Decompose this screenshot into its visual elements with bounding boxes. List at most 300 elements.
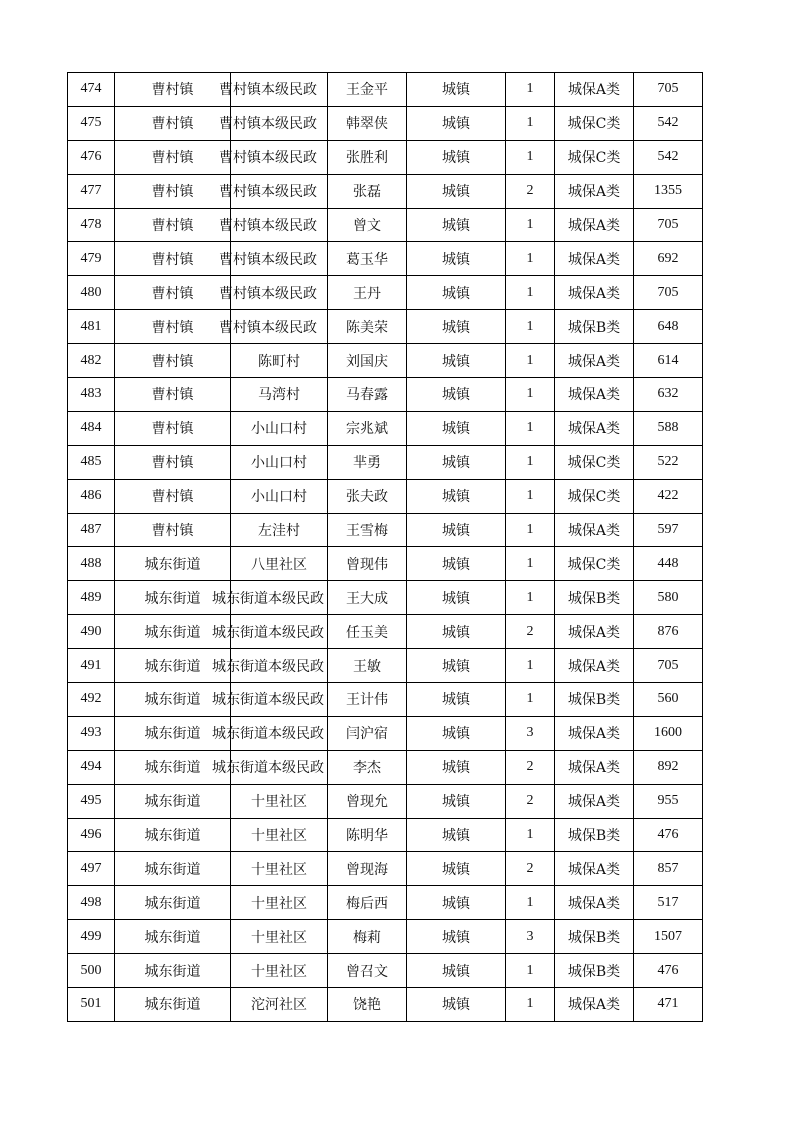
table-row: [68, 615, 703, 649]
row-number-cell: [68, 73, 115, 107]
table-row: [68, 920, 703, 954]
row-number-cell: [68, 954, 115, 988]
town-text: 曹村镇: [151, 387, 194, 404]
unit-text: 曹村镇本级民政: [219, 184, 317, 201]
row-number-text: 487: [80, 522, 102, 538]
unit-text: 十里社区: [251, 929, 307, 946]
category-cell: [555, 73, 634, 107]
unit-text: 城东街道本级民政: [212, 692, 324, 709]
row-number-cell: [68, 174, 115, 208]
town-cell: [115, 140, 231, 174]
unit-cell: [219, 106, 328, 140]
household-type-text: 城镇: [442, 116, 470, 133]
amount-text: 1355: [654, 183, 682, 199]
category-cell: [555, 174, 634, 208]
category-text: 城保C类: [567, 455, 621, 472]
row-number-cell: [68, 818, 115, 852]
amount-text: 1507: [654, 928, 682, 944]
table-row: [68, 683, 703, 717]
row-number-cell: [68, 276, 115, 310]
category-cell: [555, 784, 634, 818]
person-name-cell: [328, 513, 407, 547]
unit-text: 城东街道本级民政: [212, 658, 324, 675]
category-cell: [555, 852, 634, 886]
unit-text: 曹村镇本级民政: [219, 285, 317, 302]
unit-cell: [231, 479, 328, 513]
unit-cell: [231, 445, 328, 479]
unit-text: 十里社区: [251, 794, 307, 811]
member-count-text: 1: [526, 420, 534, 436]
household-type-text: 城镇: [442, 794, 470, 811]
member-count-text: 2: [526, 759, 534, 775]
household-type-text: 城镇: [442, 692, 470, 709]
town-text: 曹村镇: [151, 150, 194, 167]
town-cell: [115, 818, 231, 852]
unit-cell: [219, 276, 328, 310]
household-type-text: 城镇: [442, 760, 470, 777]
member-count-cell: [506, 683, 555, 717]
household-type-cell: [407, 411, 506, 445]
row-number-cell: [68, 920, 115, 954]
person-name-cell: [328, 106, 407, 140]
person-name-text: 王大成: [346, 590, 388, 607]
town-cell: [115, 547, 231, 581]
town-cell: [115, 988, 231, 1022]
row-number-cell: [68, 310, 115, 344]
member-count-cell: [506, 988, 555, 1022]
household-type-cell: [407, 479, 506, 513]
household-type-text: 城镇: [442, 726, 470, 743]
household-type-cell: [407, 581, 506, 615]
member-count-text: 2: [526, 183, 534, 199]
unit-text: 左洼村: [258, 523, 300, 540]
unit-text: 八里社区: [251, 556, 307, 573]
household-type-text: 城镇: [442, 455, 470, 472]
category-text: 城保A类: [567, 658, 621, 675]
member-count-text: 1: [526, 284, 534, 300]
town-text: 曹村镇: [151, 353, 194, 370]
town-text: 城东街道: [144, 963, 201, 980]
member-count-cell: [506, 276, 555, 310]
member-count-text: 3: [526, 725, 534, 741]
person-name-text: 曾召文: [346, 963, 388, 980]
unit-text: 小山口村: [251, 489, 307, 506]
town-cell: [115, 73, 231, 107]
household-type-text: 城镇: [442, 489, 470, 506]
town-text: 曹村镇: [151, 251, 194, 268]
household-type-cell: [407, 344, 506, 378]
table-body: [68, 73, 703, 1022]
household-type-cell: [407, 920, 506, 954]
amount-cell: [634, 750, 703, 784]
amount-text: 705: [657, 217, 679, 232]
unit-cell: [231, 784, 328, 818]
category-text: 城保A类: [567, 184, 621, 201]
amount-text: 876: [657, 623, 679, 639]
person-name-cell: [328, 920, 407, 954]
person-name-cell: [328, 649, 407, 683]
row-number-cell: [68, 784, 115, 818]
row-number-text: 482: [80, 352, 102, 368]
town-cell: [115, 479, 231, 513]
row-number-cell: [68, 547, 115, 581]
amount-text: 448: [657, 555, 679, 571]
category-text: 城保A类: [567, 895, 621, 912]
member-count-cell: [506, 445, 555, 479]
table-row: [68, 344, 703, 378]
category-cell: [555, 140, 634, 174]
town-text: 城东街道: [144, 692, 201, 709]
household-type-text: 城镇: [442, 387, 470, 404]
unit-cell: [231, 852, 328, 886]
category-text: 城保A类: [567, 523, 621, 540]
row-number-text: 495: [80, 793, 102, 809]
amount-text: 648: [657, 318, 679, 334]
town-cell: [115, 276, 231, 310]
member-count-cell: [506, 378, 555, 412]
row-number-text: 499: [80, 928, 102, 944]
person-name-cell: [328, 683, 407, 717]
member-count-text: 3: [526, 928, 534, 944]
town-cell: [115, 886, 231, 920]
amount-cell: [634, 276, 703, 310]
category-text: 城保A类: [567, 353, 621, 370]
unit-text: 城东街道本级民政: [212, 590, 324, 607]
person-name-text: 闫沪宿: [346, 726, 388, 743]
unit-text: 小山口村: [251, 421, 307, 438]
table-row: [68, 378, 703, 412]
row-number-cell: [68, 615, 115, 649]
person-name-cell: [328, 547, 407, 581]
row-number-cell: [68, 242, 115, 276]
category-text: 城保A类: [567, 218, 621, 234]
amount-text: 955: [657, 793, 679, 809]
amount-cell: [634, 73, 703, 107]
category-cell: [555, 242, 634, 276]
amount-cell: [634, 445, 703, 479]
household-type-text: 城镇: [442, 590, 470, 607]
amount-text: 517: [657, 894, 679, 910]
unit-text: 曹村镇本级民政: [219, 150, 317, 167]
household-type-text: 城镇: [442, 895, 470, 912]
unit-cell: [231, 920, 328, 954]
amount-cell: [634, 716, 703, 750]
unit-text: 城东街道本级民政: [212, 624, 324, 641]
category-cell: [555, 378, 634, 412]
row-number-text: 492: [80, 691, 102, 707]
amount-cell: [634, 615, 703, 649]
unit-text: 曹村镇本级民政: [219, 116, 317, 133]
amount-text: 705: [657, 81, 679, 97]
household-type-cell: [407, 852, 506, 886]
unit-text: 十里社区: [251, 963, 307, 980]
household-type-cell: [407, 174, 506, 208]
unit-text: 十里社区: [251, 895, 307, 912]
row-number-text: 477: [80, 183, 102, 199]
amount-text: 542: [657, 115, 679, 131]
person-name-text: 曾现伟: [346, 556, 388, 573]
member-count-text: 1: [526, 386, 534, 402]
unit-cell: [231, 547, 328, 581]
person-name-text: 曾现允: [346, 794, 388, 811]
household-type-cell: [407, 106, 506, 140]
member-count-cell: [506, 716, 555, 750]
member-count-text: 1: [526, 250, 534, 266]
unit-cell: [212, 581, 328, 615]
household-type-cell: [407, 886, 506, 920]
table-row: [68, 852, 703, 886]
amount-text: 1600: [654, 725, 682, 741]
member-count-text: 1: [526, 149, 534, 165]
member-count-cell: [506, 920, 555, 954]
amount-text: 614: [657, 352, 679, 368]
household-type-text: 城镇: [442, 929, 470, 946]
category-text: 城保A类: [567, 861, 621, 878]
town-cell: [115, 378, 231, 412]
unit-text: 曹村镇本级民政: [219, 82, 317, 99]
amount-cell: [634, 784, 703, 818]
unit-cell: [219, 140, 328, 174]
row-number-cell: [68, 649, 115, 683]
amount-text: 542: [657, 149, 679, 165]
category-cell: [555, 479, 634, 513]
category-cell: [555, 581, 634, 615]
table-row: [68, 954, 703, 988]
table-row: [68, 649, 703, 683]
row-number-text: 488: [80, 555, 102, 571]
member-count-cell: [506, 208, 555, 242]
row-number-cell: [68, 852, 115, 886]
table-row: [68, 208, 703, 242]
household-type-text: 城镇: [442, 556, 470, 573]
person-name-text: 韩翠侠: [346, 116, 388, 133]
row-number-text: 491: [80, 657, 102, 673]
town-text: 曹村镇: [151, 218, 194, 234]
town-cell: [115, 920, 231, 954]
category-text: 城保B类: [567, 590, 621, 607]
unit-cell: [219, 174, 328, 208]
member-count-cell: [506, 310, 555, 344]
table-row: [68, 784, 703, 818]
member-count-cell: [506, 615, 555, 649]
amount-cell: [634, 649, 703, 683]
household-type-cell: [407, 445, 506, 479]
town-text: 城东街道: [144, 726, 201, 743]
town-cell: [115, 852, 231, 886]
town-text: 城东街道: [144, 997, 201, 1014]
category-text: 城保C类: [567, 556, 621, 573]
household-type-text: 城镇: [442, 861, 470, 878]
row-number-text: 497: [80, 860, 102, 876]
unit-cell: [212, 683, 328, 717]
category-text: 城保A类: [567, 285, 621, 302]
household-type-cell: [407, 547, 506, 581]
member-count-text: 1: [526, 352, 534, 368]
amount-cell: [634, 242, 703, 276]
town-text: 城东街道: [144, 929, 201, 946]
amount-cell: [634, 344, 703, 378]
town-text: 曹村镇: [151, 184, 194, 201]
town-cell: [115, 106, 231, 140]
amount-cell: [634, 954, 703, 988]
member-count-cell: [506, 750, 555, 784]
table-row: [68, 445, 703, 479]
household-type-text: 城镇: [442, 523, 470, 540]
category-text: 城保B类: [567, 963, 621, 980]
unit-cell: [231, 886, 328, 920]
member-count-cell: [506, 513, 555, 547]
amount-cell: [634, 513, 703, 547]
member-count-cell: [506, 73, 555, 107]
person-name-cell: [328, 479, 407, 513]
category-cell: [555, 954, 634, 988]
amount-text: 560: [657, 691, 679, 707]
row-number-cell: [68, 886, 115, 920]
person-name-cell: [328, 378, 407, 412]
row-number-cell: [68, 479, 115, 513]
household-type-text: 城镇: [442, 82, 470, 99]
row-number-text: 498: [80, 894, 102, 910]
category-cell: [555, 310, 634, 344]
household-type-text: 城镇: [442, 251, 470, 268]
row-number-text: 478: [80, 217, 102, 232]
town-text: 曹村镇: [151, 82, 194, 99]
member-count-text: 2: [526, 793, 534, 809]
amount-cell: [634, 174, 703, 208]
unit-cell: [231, 378, 328, 412]
member-count-text: 1: [526, 488, 534, 504]
household-type-text: 城镇: [442, 353, 470, 370]
category-text: 城保A类: [567, 794, 621, 811]
household-type-text: 城镇: [442, 997, 470, 1014]
category-cell: [555, 649, 634, 683]
member-count-cell: [506, 581, 555, 615]
household-type-cell: [407, 750, 506, 784]
amount-cell: [634, 378, 703, 412]
unit-cell: [231, 344, 328, 378]
amount-cell: [634, 140, 703, 174]
row-number-text: 501: [80, 996, 102, 1012]
unit-cell: [212, 750, 328, 784]
unit-text: 曹村镇本级民政: [219, 218, 317, 234]
amount-text: 522: [657, 454, 679, 470]
beneficiary-table: [67, 72, 703, 1022]
town-text: 城东街道: [144, 658, 201, 675]
table-row: [68, 750, 703, 784]
member-count-text: 1: [526, 657, 534, 673]
unit-cell: [219, 242, 328, 276]
member-count-cell: [506, 140, 555, 174]
member-count-text: 1: [526, 589, 534, 605]
row-number-text: 474: [80, 81, 102, 97]
household-type-text: 城镇: [442, 658, 470, 675]
unit-text: 沱河社区: [251, 997, 307, 1014]
amount-text: 705: [657, 284, 679, 300]
household-type-cell: [407, 208, 506, 242]
row-number-text: 486: [80, 488, 102, 504]
member-count-text: 2: [526, 623, 534, 639]
person-name-text: 芈勇: [353, 455, 381, 472]
member-count-text: 1: [526, 962, 534, 978]
household-type-cell: [407, 818, 506, 852]
member-count-cell: [506, 784, 555, 818]
row-number-text: 479: [80, 250, 102, 266]
amount-text: 580: [657, 589, 679, 605]
town-cell: [115, 174, 231, 208]
person-name-text: 张夫政: [346, 489, 388, 506]
amount-cell: [634, 886, 703, 920]
person-name-text: 梅莉: [353, 929, 381, 946]
household-type-cell: [407, 242, 506, 276]
town-cell: [115, 208, 231, 242]
town-cell: [115, 242, 231, 276]
row-number-cell: [68, 750, 115, 784]
row-number-cell: [68, 988, 115, 1022]
category-text: 城保A类: [567, 726, 621, 743]
category-text: 城保A类: [567, 251, 621, 268]
person-name-text: 梅后西: [346, 895, 388, 912]
row-number-text: 483: [80, 386, 102, 402]
row-number-cell: [68, 411, 115, 445]
table-row: [68, 106, 703, 140]
person-name-cell: [328, 208, 407, 242]
town-cell: [115, 411, 231, 445]
member-count-text: 1: [526, 691, 534, 707]
row-number-text: 476: [80, 149, 102, 165]
unit-text: 城东街道本级民政: [212, 760, 324, 777]
person-name-text: 葛玉华: [346, 251, 388, 268]
category-cell: [555, 920, 634, 954]
household-type-cell: [407, 513, 506, 547]
person-name-cell: [328, 445, 407, 479]
person-name-cell: [328, 581, 407, 615]
town-text: 曹村镇: [151, 421, 194, 438]
unit-text: 曹村镇本级民政: [219, 319, 317, 336]
household-type-text: 城镇: [442, 421, 470, 438]
unit-text: 十里社区: [251, 828, 307, 845]
person-name-cell: [328, 615, 407, 649]
row-number-text: 500: [80, 962, 102, 978]
town-text: 曹村镇: [151, 523, 194, 540]
amount-cell: [634, 818, 703, 852]
unit-cell: [219, 310, 328, 344]
household-type-cell: [407, 716, 506, 750]
category-cell: [555, 208, 634, 242]
amount-cell: [634, 208, 703, 242]
member-count-text: 1: [526, 522, 534, 538]
town-text: 城东街道: [144, 895, 201, 912]
unit-text: 十里社区: [251, 861, 307, 878]
table-row: [68, 411, 703, 445]
person-name-text: 王丹: [353, 285, 381, 302]
amount-cell: [634, 310, 703, 344]
amount-cell: [634, 988, 703, 1022]
category-cell: [555, 106, 634, 140]
person-name-cell: [328, 242, 407, 276]
category-text: 城保B类: [567, 929, 621, 946]
unit-text: 马湾村: [258, 387, 300, 404]
unit-cell: [231, 411, 328, 445]
person-name-text: 王金平: [346, 82, 388, 99]
household-type-cell: [407, 615, 506, 649]
person-name-cell: [328, 750, 407, 784]
category-cell: [555, 750, 634, 784]
member-count-cell: [506, 174, 555, 208]
amount-cell: [634, 106, 703, 140]
unit-cell: [231, 818, 328, 852]
row-number-text: 475: [80, 115, 102, 131]
row-number-text: 481: [80, 318, 102, 334]
